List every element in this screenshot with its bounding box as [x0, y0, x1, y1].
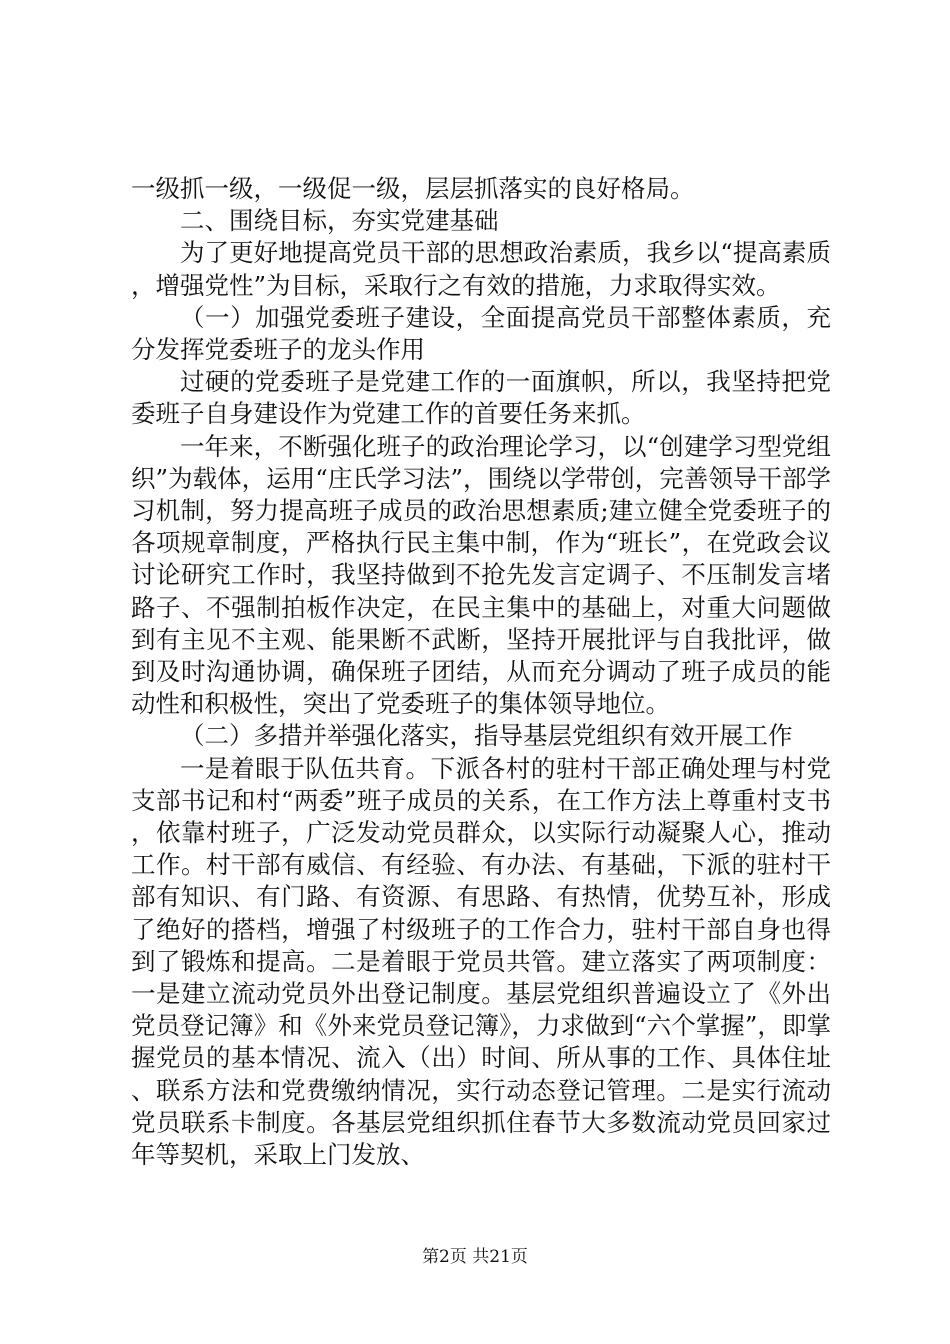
paragraph-5: 过硬的党委班子是党建工作的一面旗帜，所以，我坚持把党委班子自身建设作为党建工作的首要任务来抓。: [131, 367, 831, 429]
paragraph-1: 一级抓一级，一级促一级，层层抓落实的良好格局。: [131, 174, 695, 203]
paragraph-6: 一年来，不断强化班子的政治理论学习，以“创建学习型党组织”为载体，运用“庄氏学习法”，围绕以学带创，完善领导干部学习机制，努力提高班子成员的政治思想素质;建立健全党委班子的各项规章制度，严格执行民主集中制，作为“班长”，在党政会议讨论研究工作时，我坚持做到不抢先发言定调子、不压制发言堵路子、不强制拍板作决定，在民主集中的基础上，对重大问题做到有主见不主观、能果断不武断，坚持开展批评与自我批评，做到及时沟通协调，确保班子团结，从而充分调动了班子成员的能动性和积极性，突出了党委班子的集体领导地位。: [131, 431, 831, 719]
document-body: [131, 173, 831, 1171]
subsection-heading-2: （二）多措并举强化落实，指导基层党组织有效开展工作: [180, 721, 793, 751]
paragraph-3: 为了更好地提高党员干部的思想政治素质，我乡以“提高素质，增强党性”为目标，采取行之有效的措施，力求取得实效。: [131, 238, 831, 300]
section-heading-2: 二、围绕目标，夯实党建基础: [180, 206, 499, 236]
paragraph-8: 一是着眼于队伍共育。下派各村的驻村干部正确处理与村党支部书记和村“两委”班子成员的关系，在工作方法上尊重村支书，依靠村班子，广泛发动党员群众，以实际行动凝聚人心，推动工作。村干部有威信、有经验、有办法、有基础，下派的驻村干部有知识、有门路、有资源、有思路、有热情，优势互补，形成了绝好的搭档，增强了村级班子的工作合力，驻村干部自身也得到了锻炼和提高。二是着眼于党员共管。建立落实了两项制度：一是建立流动党员外出登记制度。基层党组织普遍设立了《外出党员登记簿》和《外来党员登记簿》，力求做到“六个掌握”，即掌握党员的基本情况、流入（出）时间、所从事的工作、具体住址、联系方法和党费缴纳情况，实行动态登记管理。二是实行流动党员联系卡制度。各基层党组织抓住春节大多数流动党员回家过年等契机，采取上门发放、: [131, 753, 831, 1170]
subsection-heading-1: （一）加强党委班子建设，全面提高党员干部整体素质，充分发挥党委班子的龙头作用: [131, 302, 831, 365]
page-number-footer: 第2页 共21页: [422, 1247, 528, 1267]
